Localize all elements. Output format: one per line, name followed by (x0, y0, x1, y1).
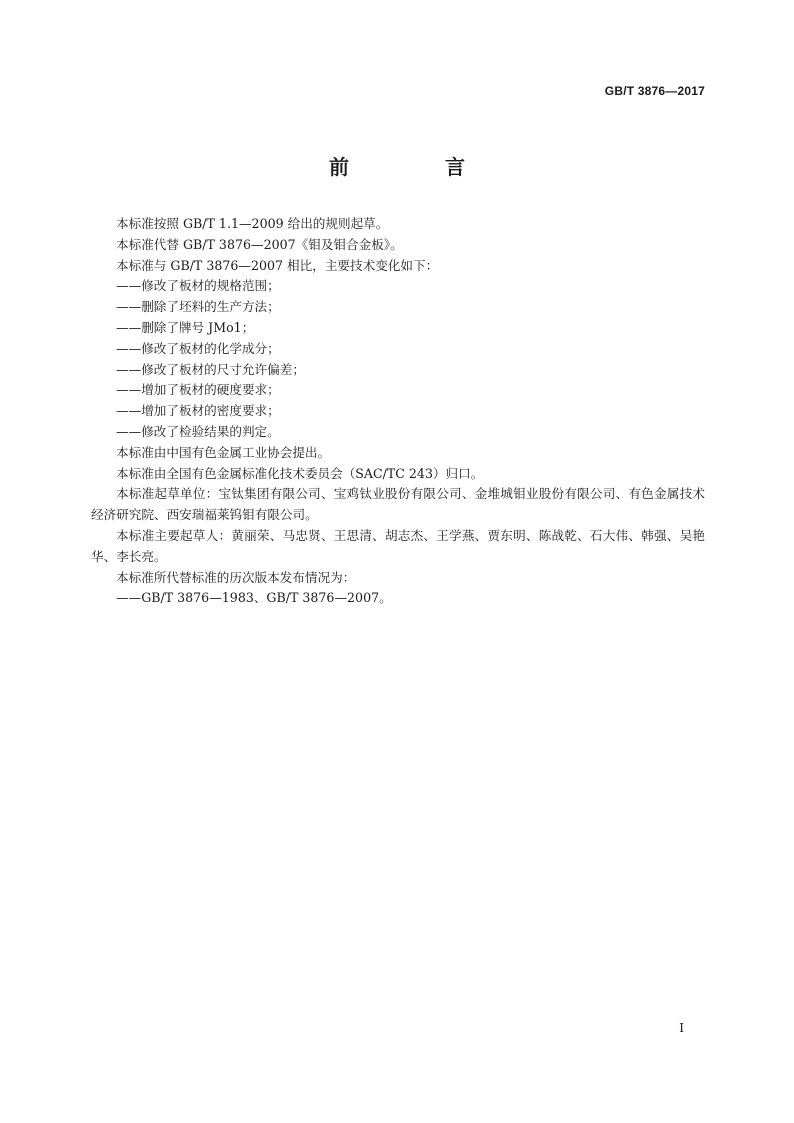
paragraph-proposed-by: 本标准由中国有色金属工业协会提出。 (116, 444, 331, 460)
paragraph-drafters: 本标准主要起草人：黄丽荣、马忠贤、王思清、胡志杰、王学燕、贾东明、陈战乾、石大伟、韩强、吴艳华、李长亮。 (91, 527, 705, 564)
list-item-change: ——修改了板材的规格范围； (116, 278, 280, 294)
page-title: 前 言 (329, 155, 503, 179)
list-item-history: ——GB/T 3876—1983、GB/T 3876—2007。 (116, 590, 392, 606)
paragraph-replaces: 本标准代替 GB/T 3876—2007《钼及钼合金板》。 (116, 236, 403, 252)
list-item-change: ——删除了牌号 JMo1； (116, 319, 255, 335)
paragraph-history-intro: 本标准所代替标准的历次版本发布情况为： (116, 569, 356, 585)
list-item-change: ——增加了板材的密度要求； (116, 403, 280, 419)
paragraph-drafting-units: 本标准起草单位：宝钛集团有限公司、宝鸡钛业股份有限公司、金堆城钼业股份有限公司、有色金属技术经济研究院、西安瑞福莱钨钼有限公司。 (91, 486, 705, 523)
paragraph-drafting-rules: 本标准按照 GB/T 1.1—2009 给出的规则起草。 (116, 216, 389, 231)
foreword-body (91, 214, 705, 609)
list-item-change: ——修改了板材的尺寸允许偏差； (116, 361, 305, 377)
list-item-change: ——删除了坯料的生产方法； (116, 299, 280, 315)
paragraph-administered-by: 本标准由全国有色金属标准化技术委员会（SAC/TC 243）归口。 (116, 465, 484, 481)
page-number: I (679, 1021, 684, 1035)
list-item-change: ——修改了检验结果的判定。 (116, 423, 280, 439)
list-item-change: ——增加了板材的硬度要求； (116, 382, 280, 398)
list-item-change: ——修改了板材的化学成分； (116, 340, 280, 356)
paragraph-changes-intro: 本标准与 GB/T 3876—2007 相比，主要技术变化如下： (116, 257, 439, 273)
standard-code: GB/T 3876—2017 (604, 84, 705, 98)
